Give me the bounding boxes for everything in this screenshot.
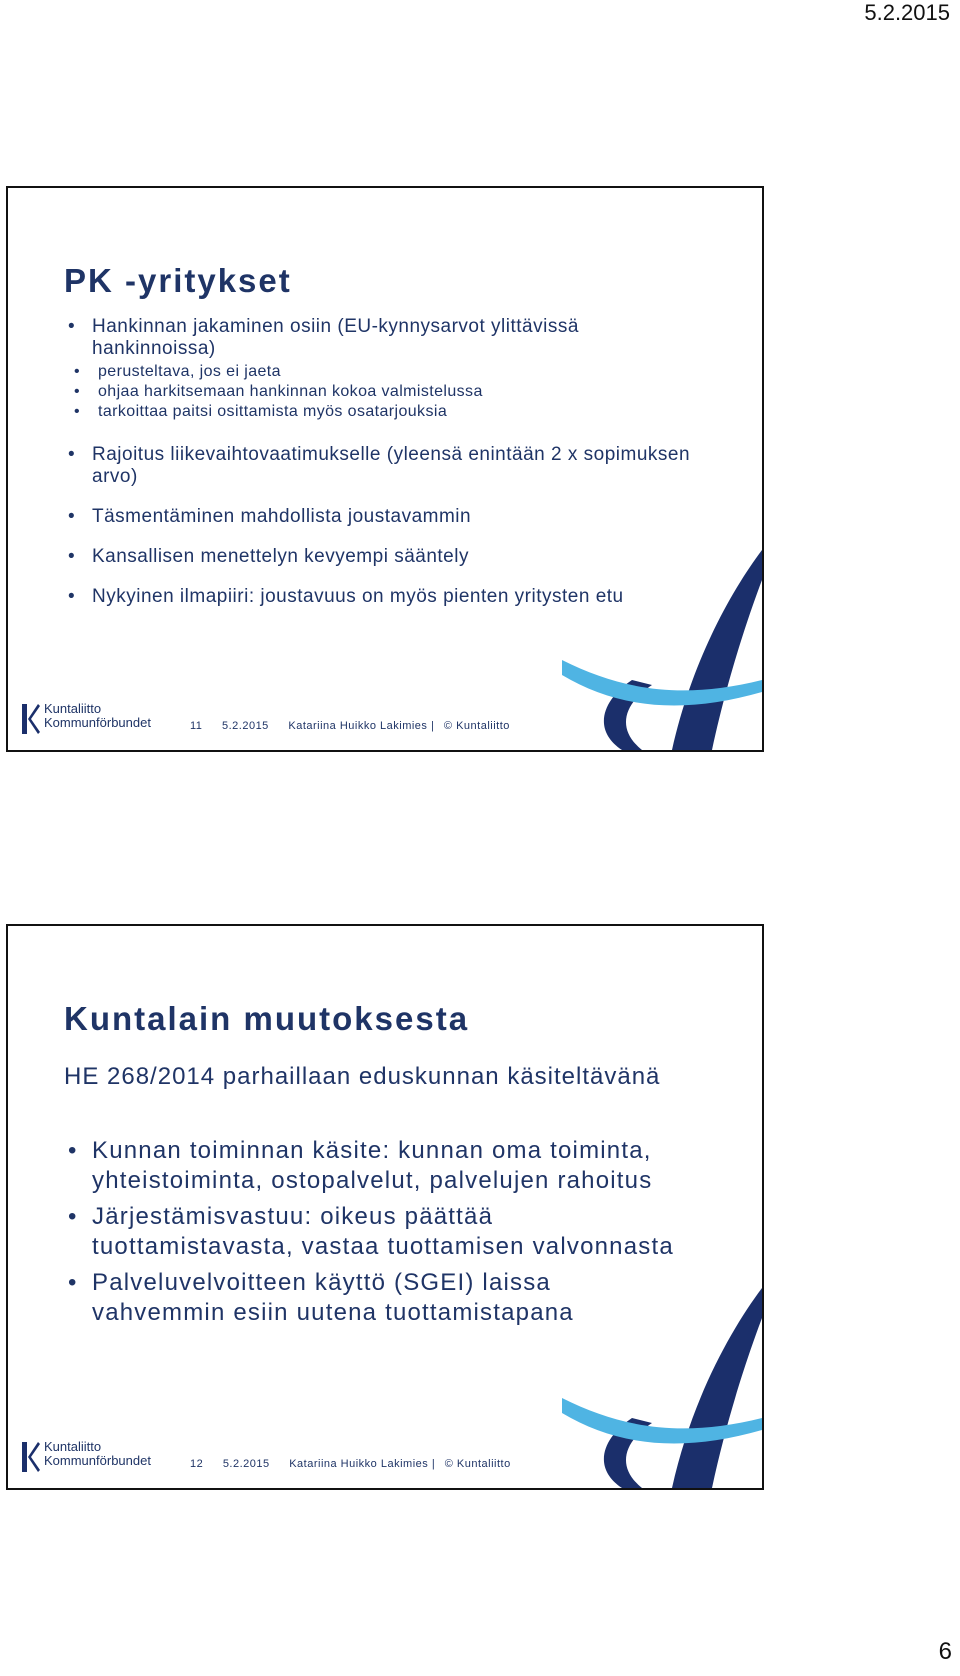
footer-info	[190, 1458, 527, 1470]
page-date: 5.2.2015	[864, 0, 950, 25]
footer-date: 5.2.2015	[221, 720, 269, 732]
kuntaliitto-logo	[20, 700, 160, 740]
slide-12	[6, 924, 764, 1490]
sub-bullet-item: • perusteltava, jos ei jaeta	[64, 362, 692, 382]
slide-11	[6, 186, 764, 752]
slide-title: Kuntalain muutoksesta	[64, 1000, 470, 1037]
bullet-item: • Rajoitus liikevaihtovaatimukselle (yleensä enintään 2 x sopimuksen arvo)	[64, 444, 692, 488]
logo-line-2: Kommunförbundet	[44, 1453, 151, 1468]
bullet-item: • Palveluvelvoitteen käyttö (SGEI) laissa vahvemmin esiin uutena tuottamistapana	[64, 1268, 692, 1328]
bullet-item: • Hankinnan jakaminen osiin (EU-kynnysarvot ylittävissä hankinnoissa)	[64, 316, 692, 360]
bullet-list	[64, 1136, 692, 1328]
footer-info	[190, 720, 526, 732]
slide-intro: HE 268/2014 parhaillaan eduskunnan käsiteltävänä	[64, 1063, 661, 1090]
footer-author: Katariina Huikko Lakimies |	[289, 1458, 436, 1470]
sub-bullet-item: • tarkoittaa paitsi osittamista myös osatarjouksia	[64, 402, 692, 422]
logo-line-2: Kommunförbundet	[44, 715, 151, 730]
logo-line-1: Kuntaliitto	[44, 701, 102, 716]
slide-number: 12	[190, 1458, 204, 1470]
bullet-item: • Nykyinen ilmapiiri: joustavuus on myös pienten yritysten etu	[64, 586, 692, 608]
kuntaliitto-logo	[20, 1438, 160, 1478]
logo-line-1: Kuntaliitto	[44, 1439, 102, 1454]
footer-copyright: © Kuntaliitto	[443, 720, 510, 732]
slide-title: PK -yritykset	[64, 262, 292, 299]
bullet-item: • Täsmentäminen mahdollista joustavammin	[64, 506, 692, 528]
slide-footer	[8, 1434, 762, 1482]
footer-date: 5.2.2015	[222, 1458, 270, 1470]
bullet-item: • Kunnan toiminnan käsite: kunnan oma toiminta, yhteistoiminta, ostopalvelut, palvelujen rahoitus	[64, 1136, 692, 1196]
sub-bullet-item: • ohjaa harkitsemaan hankinnan kokoa valmistelussa	[64, 382, 692, 402]
slide-number: 11	[190, 720, 203, 732]
footer-author: Katariina Huikko Lakimies |	[288, 720, 435, 732]
slide-content	[64, 1062, 692, 1334]
sub-bullet-list	[64, 362, 692, 422]
kuntaliitto-logo-icon	[20, 1440, 40, 1474]
bullet-list	[64, 444, 692, 608]
bullet-item: • Järjestämisvastuu: oikeus päättää tuottamistavasta, vastaa tuottamisen valvonnasta	[64, 1202, 692, 1262]
page-number: 6	[938, 1638, 952, 1665]
bullet-list	[64, 316, 692, 360]
kuntaliitto-logo-icon	[20, 702, 40, 736]
bullet-item: • Kansallisen menettelyn kevyempi sääntely	[64, 546, 692, 568]
slide-footer	[8, 696, 762, 744]
footer-copyright: © Kuntaliitto	[444, 1458, 511, 1470]
slide-content	[64, 316, 692, 626]
